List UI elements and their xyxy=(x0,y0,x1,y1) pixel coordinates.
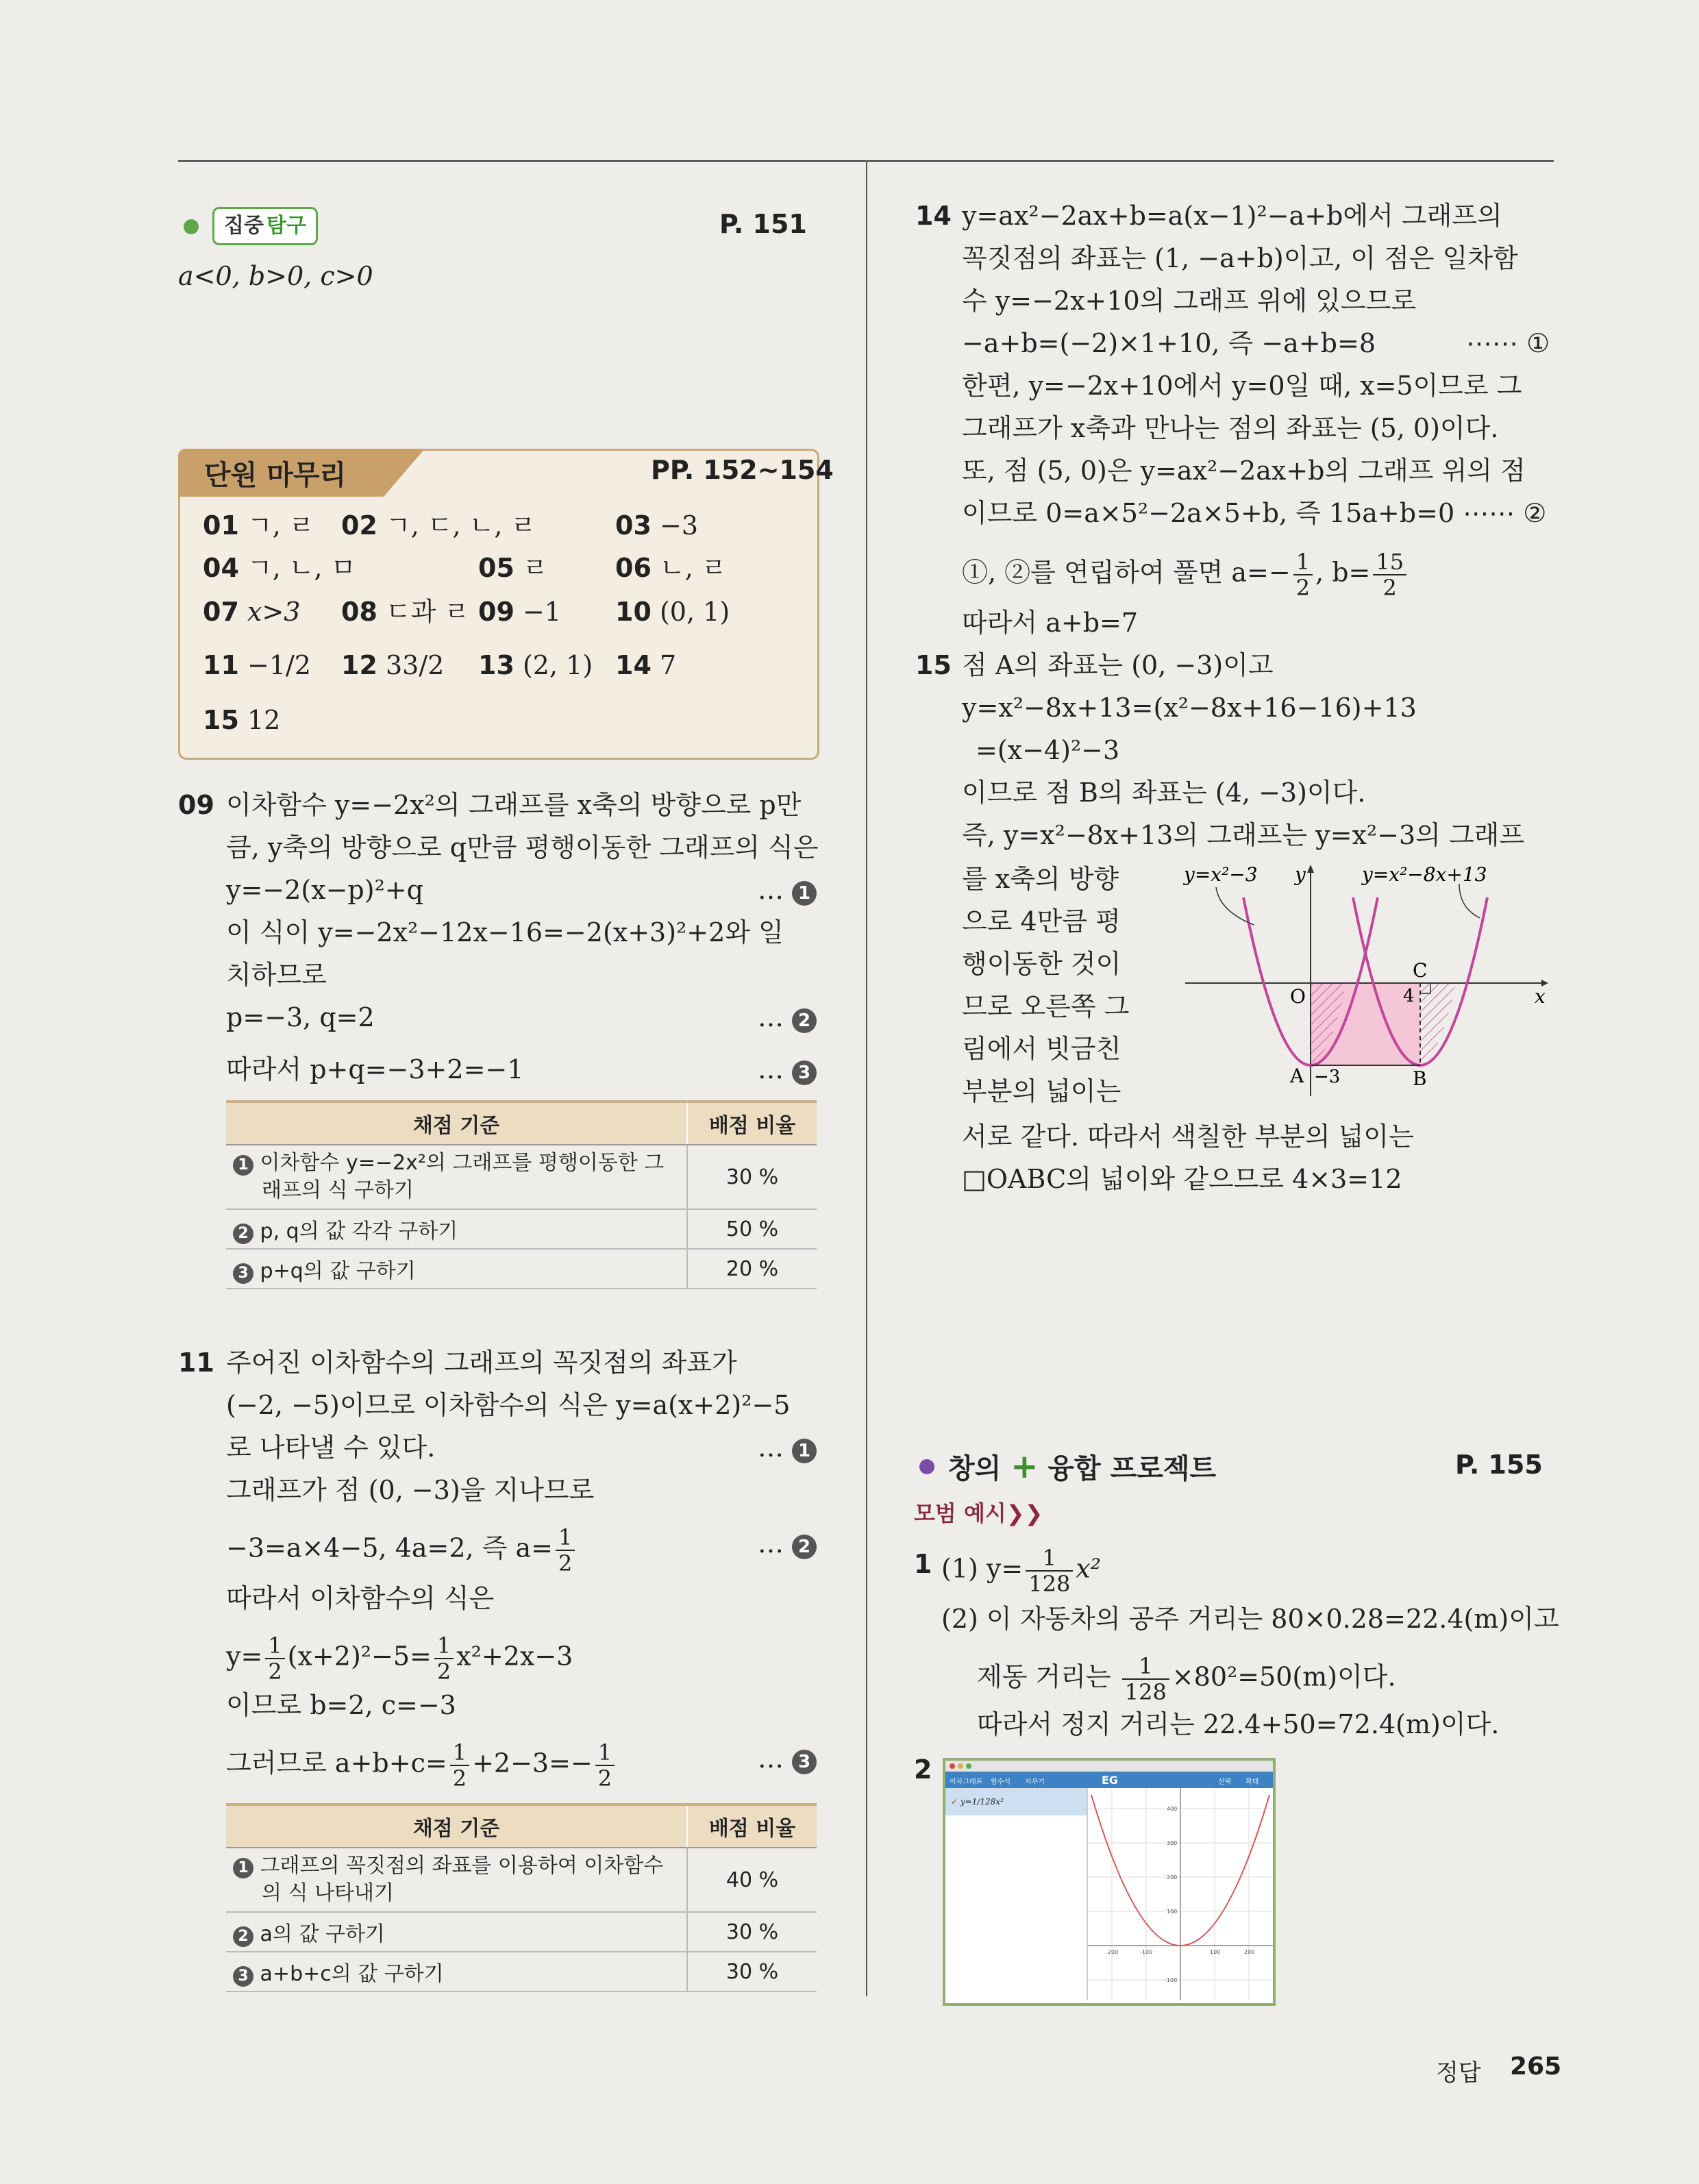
project-item-1-total: 따라서 정지 거리는 22.4+50=72.4(m)이다. xyxy=(977,1709,1500,1739)
q15-wrap-2: 으로 4만큼 평 xyxy=(962,906,1121,936)
app-logo: EG xyxy=(1102,1774,1119,1787)
table-header-ratio: 배점 비율 xyxy=(687,1102,817,1145)
tab-erase[interactable]: 지우기 xyxy=(1025,1778,1045,1786)
answer-01: 01 ㄱ, ㄹ xyxy=(203,510,314,541)
answer-06: 06 ㄴ, ㄹ xyxy=(615,553,727,583)
q14-line-8: 이므로 0=a×5²−2a×5+b, 즉 15a+b=0 ⋯⋯ ② xyxy=(962,498,1547,528)
tab-graph[interactable]: 이차그래프 xyxy=(950,1778,983,1786)
q11-step-3: … 3 xyxy=(758,1740,817,1777)
app-xtick-200: 200 xyxy=(1244,1949,1255,1955)
zoom-button[interactable]: 확대 xyxy=(1245,1778,1259,1786)
answer-05: 05 ㄹ xyxy=(478,553,548,583)
q14-line-2: 꼭짓점의 좌표는 (1, −a+b)이고, 이 점은 일차함 xyxy=(962,243,1518,273)
plus-icon: + xyxy=(1010,1448,1039,1486)
minimize-dot-icon[interactable] xyxy=(958,1763,963,1769)
q11-line-5: −3=a×4−5, 4a=2, 즉 a= $\frac{1}{2}$ xyxy=(226,1525,578,1576)
q14-line-10: 따라서 a+b=7 xyxy=(962,608,1139,638)
label-a: A xyxy=(1290,1065,1304,1087)
tab-function[interactable]: 함수식 xyxy=(991,1778,1010,1786)
answer-03: 03 −3 xyxy=(615,510,699,541)
q11-line-7: y= $\frac{1}{2}$ (x+2)²−5= $\frac{1}{2}$ x²+2x−3 xyxy=(226,1633,573,1685)
q15-number: 15 xyxy=(915,650,952,680)
q15-wrap-4: 므로 오른쪽 그 xyxy=(962,991,1130,1021)
label-minus-3: −3 xyxy=(1314,1067,1341,1087)
project-item-2-number: 2 xyxy=(914,1754,932,1785)
q11-line-8: 이므로 b=2, c=−3 xyxy=(226,1690,456,1720)
y-axis-arrow xyxy=(1307,865,1314,873)
label-c: C xyxy=(1413,959,1428,982)
q09-line-7: 따라서 p+q=−3+2=−1 xyxy=(226,1054,524,1084)
answer-11: 11 −1/2 xyxy=(203,650,311,680)
app-xtick-minus100: -100 xyxy=(1140,1949,1153,1955)
label-right-curve: y=x²−8x+13 xyxy=(1362,863,1487,886)
answer-13: 13 (2, 1) xyxy=(478,650,593,680)
checkmark-icon: ✓ xyxy=(951,1797,958,1807)
app-ytick-400: 400 xyxy=(1167,1806,1178,1812)
page-number: 265 xyxy=(1510,2052,1562,2081)
q15-wrap-1: 를 x축의 방향 xyxy=(962,864,1119,894)
project-example-label: 모범 예시❯❯ xyxy=(914,1500,1043,1526)
q14-line-9: ①, ②를 연립하여 풀면 a=− $\frac{1}{2}$ , b= $\frac{15}{2}$ xyxy=(962,549,1409,600)
exploration-tag-suffix: 탐구 xyxy=(266,214,306,238)
double-chevron-icon: ❯❯ xyxy=(1006,1500,1043,1526)
q11-line-3: 로 나타낼 수 있다. xyxy=(226,1432,436,1463)
q11-line-4: 그래프가 점 (0, −3)을 지나므로 xyxy=(226,1475,595,1505)
answer-04: 04 ㄱ, ㄴ, ㅁ xyxy=(203,553,356,583)
label-4: 4 xyxy=(1403,986,1415,1006)
table-row: 3 a+b+c의 값 구하기 30 % xyxy=(226,1952,817,1991)
answer-12: 12 33/2 xyxy=(341,650,445,680)
q15-line-2: y=x²−8x+13=(x²−8x+16−16)+13 xyxy=(962,693,1417,723)
q15-line-3: =(x−4)²−3 xyxy=(976,735,1120,765)
top-rule xyxy=(178,160,867,162)
q14-number: 14 xyxy=(915,201,952,231)
q14-line-7: 또, 점 (5, 0)은 y=ax²−2ax+b의 그래프 위의 점 xyxy=(962,456,1526,486)
answer-08: 08 ㄷ과 ㄹ xyxy=(341,597,470,627)
project-item-1-braking: 제동 거리는 $\frac{1}{128}$ ×80²=50(m)이다. xyxy=(977,1653,1396,1705)
review-title: 단원 마무리 xyxy=(204,460,347,491)
table-header-ratio: 배점 비율 xyxy=(687,1804,817,1848)
q11-step-1: … 1 xyxy=(758,1429,817,1466)
label-b: B xyxy=(1413,1067,1427,1090)
q09-number: 09 xyxy=(178,790,214,820)
q09-line-4: 이 식이 y=−2x²−12x−16=−2(x+3)²+2와 일 xyxy=(226,917,784,947)
app-ytick-200: 200 xyxy=(1167,1874,1178,1881)
q09-line-5: 치하므로 xyxy=(226,960,327,990)
q09-line-6: p=−3, q=2 xyxy=(226,1002,375,1032)
q09-line-1: 이차함수 y=−2x²의 그래프를 x축의 방향으로 p만 xyxy=(226,790,802,820)
footer-label: 정답 xyxy=(1436,2059,1481,2087)
x-axis-label: x xyxy=(1535,985,1546,1008)
project-bullet-dot xyxy=(919,1459,934,1474)
answer-10: 10 (0, 1) xyxy=(615,597,730,627)
project-item-1-part-1: (1) y= $\frac{1}{128}$ x² xyxy=(941,1545,1101,1597)
q15-parabola-graph xyxy=(1178,856,1562,1103)
app-toolbar xyxy=(945,1772,1273,1788)
table-row: 2 a의 값 구하기 30 % xyxy=(226,1912,817,1952)
project-item-1-number: 1 xyxy=(914,1549,932,1579)
table-row: 1 그래프의 꼭짓점의 좌표를 이용하여 이차함수 의 식 나타내기 40 % xyxy=(226,1848,817,1912)
app-titlebar xyxy=(945,1761,1273,1772)
maximize-dot-icon[interactable] xyxy=(966,1763,971,1769)
app-ytick-minus100: -100 xyxy=(1165,1977,1178,1983)
bullet-dot xyxy=(184,219,199,234)
app-ytick-300: 300 xyxy=(1167,1840,1178,1846)
answer-07: 07 x>3 xyxy=(203,597,301,627)
top-rule-right-seg xyxy=(867,160,1554,162)
review-page-ref: PP. 152~154 xyxy=(651,455,834,485)
q11-line-2: (−2, −5)이므로 이차함수의 식은 y=a(x+2)²−5 xyxy=(226,1390,791,1420)
answer-15: 15 12 xyxy=(203,705,281,735)
table-header-criteria: 채점 기준 xyxy=(226,1102,687,1145)
answer-02: 02 ㄱ, ㄷ, ㄴ, ㄹ xyxy=(341,510,536,541)
project-page-ref: P. 155 xyxy=(1455,1450,1543,1480)
q14-line-4: −a+b=(−2)×1+10, 즉 −a+b=8 xyxy=(962,328,1376,358)
answer-09: 09 −1 xyxy=(478,597,562,627)
q11-line-1: 주어진 이차함수의 그래프의 꼭짓점의 좌표가 xyxy=(226,1348,737,1378)
q14-line-4-mark: ⋯⋯ ① xyxy=(1466,328,1550,358)
y-axis-label: y xyxy=(1295,863,1306,886)
exploration-answer-text: a<0, b>0, c>0 xyxy=(178,261,373,291)
q11-step-2: … 2 xyxy=(758,1525,817,1562)
q11-score-table xyxy=(226,1803,817,1992)
q15-line-6: 서로 같다. 따라서 색칠한 부분의 넓이는 xyxy=(962,1121,1414,1152)
q15-line-1: 점 A의 좌표는 (0, −3)이고 xyxy=(962,650,1274,680)
q09-step-1: … 1 xyxy=(758,871,817,908)
table-row: 3 p+q의 값 구하기 20 % xyxy=(226,1249,817,1289)
formula-entry[interactable]: ✓ y=1/128x² xyxy=(945,1788,1087,1815)
exploration-page-ref: P. 151 xyxy=(719,209,807,239)
q15-wrap-3: 행이동한 것이 xyxy=(962,949,1121,979)
q14-line-6: 그래프가 x축과 만나는 점의 좌표는 (5, 0)이다. xyxy=(962,413,1499,443)
table-row: 1 이차함수 y=−2x²의 그래프를 평행이동한 그 래프의 식 구하기 30 % xyxy=(226,1145,817,1209)
app-ytick-100: 100 xyxy=(1167,1909,1178,1915)
q09-line-2: 큼, y축의 방향으로 q만큼 평행이동한 그래프의 식은 xyxy=(226,832,819,863)
q09-score-table xyxy=(226,1100,817,1289)
app-formula-panel xyxy=(945,1788,1088,2000)
table-row: 2 p, q의 값 각각 구하기 50 % xyxy=(226,1209,817,1249)
app-xtick-minus200: -200 xyxy=(1106,1949,1119,1955)
q15-wrap-5: 림에서 빗금친 xyxy=(962,1034,1121,1064)
q09-step-2: … 2 xyxy=(758,999,817,1036)
exploration-answer xyxy=(178,258,373,295)
label-o: O xyxy=(1290,985,1306,1008)
q14-line-3: 수 y=−2x+10의 그래프 위에 있으므로 xyxy=(962,286,1417,316)
exploration-tag-prefix: 집중 xyxy=(224,214,264,238)
q11-line-6: 따라서 이차함수의 식은 xyxy=(226,1583,495,1613)
q09-step-3: … 3 xyxy=(758,1051,817,1088)
project-title: 창의 + 융합 프로젝트 xyxy=(948,1448,1217,1486)
exploration-tag xyxy=(212,207,318,245)
q15-line-4: 이므로 점 B의 좌표는 (4, −3)이다. xyxy=(962,778,1366,808)
q15-line-5: 즉, y=x²−8x+13의 그래프는 y=x²−3의 그래프 xyxy=(962,820,1525,850)
q14-line-5: 한편, y=−2x+10에서 y=0일 때, x=5이므로 그 xyxy=(962,371,1522,401)
app-xtick-100: 100 xyxy=(1210,1949,1221,1955)
leader-right xyxy=(1459,884,1480,918)
project-item-1-part-2: (2) 이 자동차의 공주 거리는 80×0.28=22.4(m)이고 xyxy=(941,1604,1559,1634)
graphing-app-window xyxy=(943,1758,1276,2006)
table-header-criteria: 채점 기준 xyxy=(226,1804,687,1848)
column-divider xyxy=(866,160,867,1996)
q15-wrap-6: 부분의 넓이는 xyxy=(962,1076,1121,1106)
q14-line-1: y=ax²−2ax+b=a(x−1)²−a+b에서 그래프의 xyxy=(962,201,1502,231)
q11-line-9: 그러므로 a+b+c= $\frac{1}{2}$ +2−3=− $\frac{1}{2}$ xyxy=(226,1740,617,1791)
app-graph-canvas xyxy=(1088,1788,1273,2000)
answer-14: 14 7 xyxy=(615,650,677,680)
label-left-curve: y=x²−3 xyxy=(1184,863,1258,886)
select-button[interactable]: 선택 xyxy=(1218,1778,1232,1786)
q09-line-3: y=−2(x−p)²+q xyxy=(226,875,423,905)
close-dot-icon[interactable] xyxy=(950,1763,955,1769)
q15-line-7: □OABC의 넓이와 같으므로 4×3=12 xyxy=(962,1164,1402,1194)
q11-number: 11 xyxy=(178,1348,214,1378)
